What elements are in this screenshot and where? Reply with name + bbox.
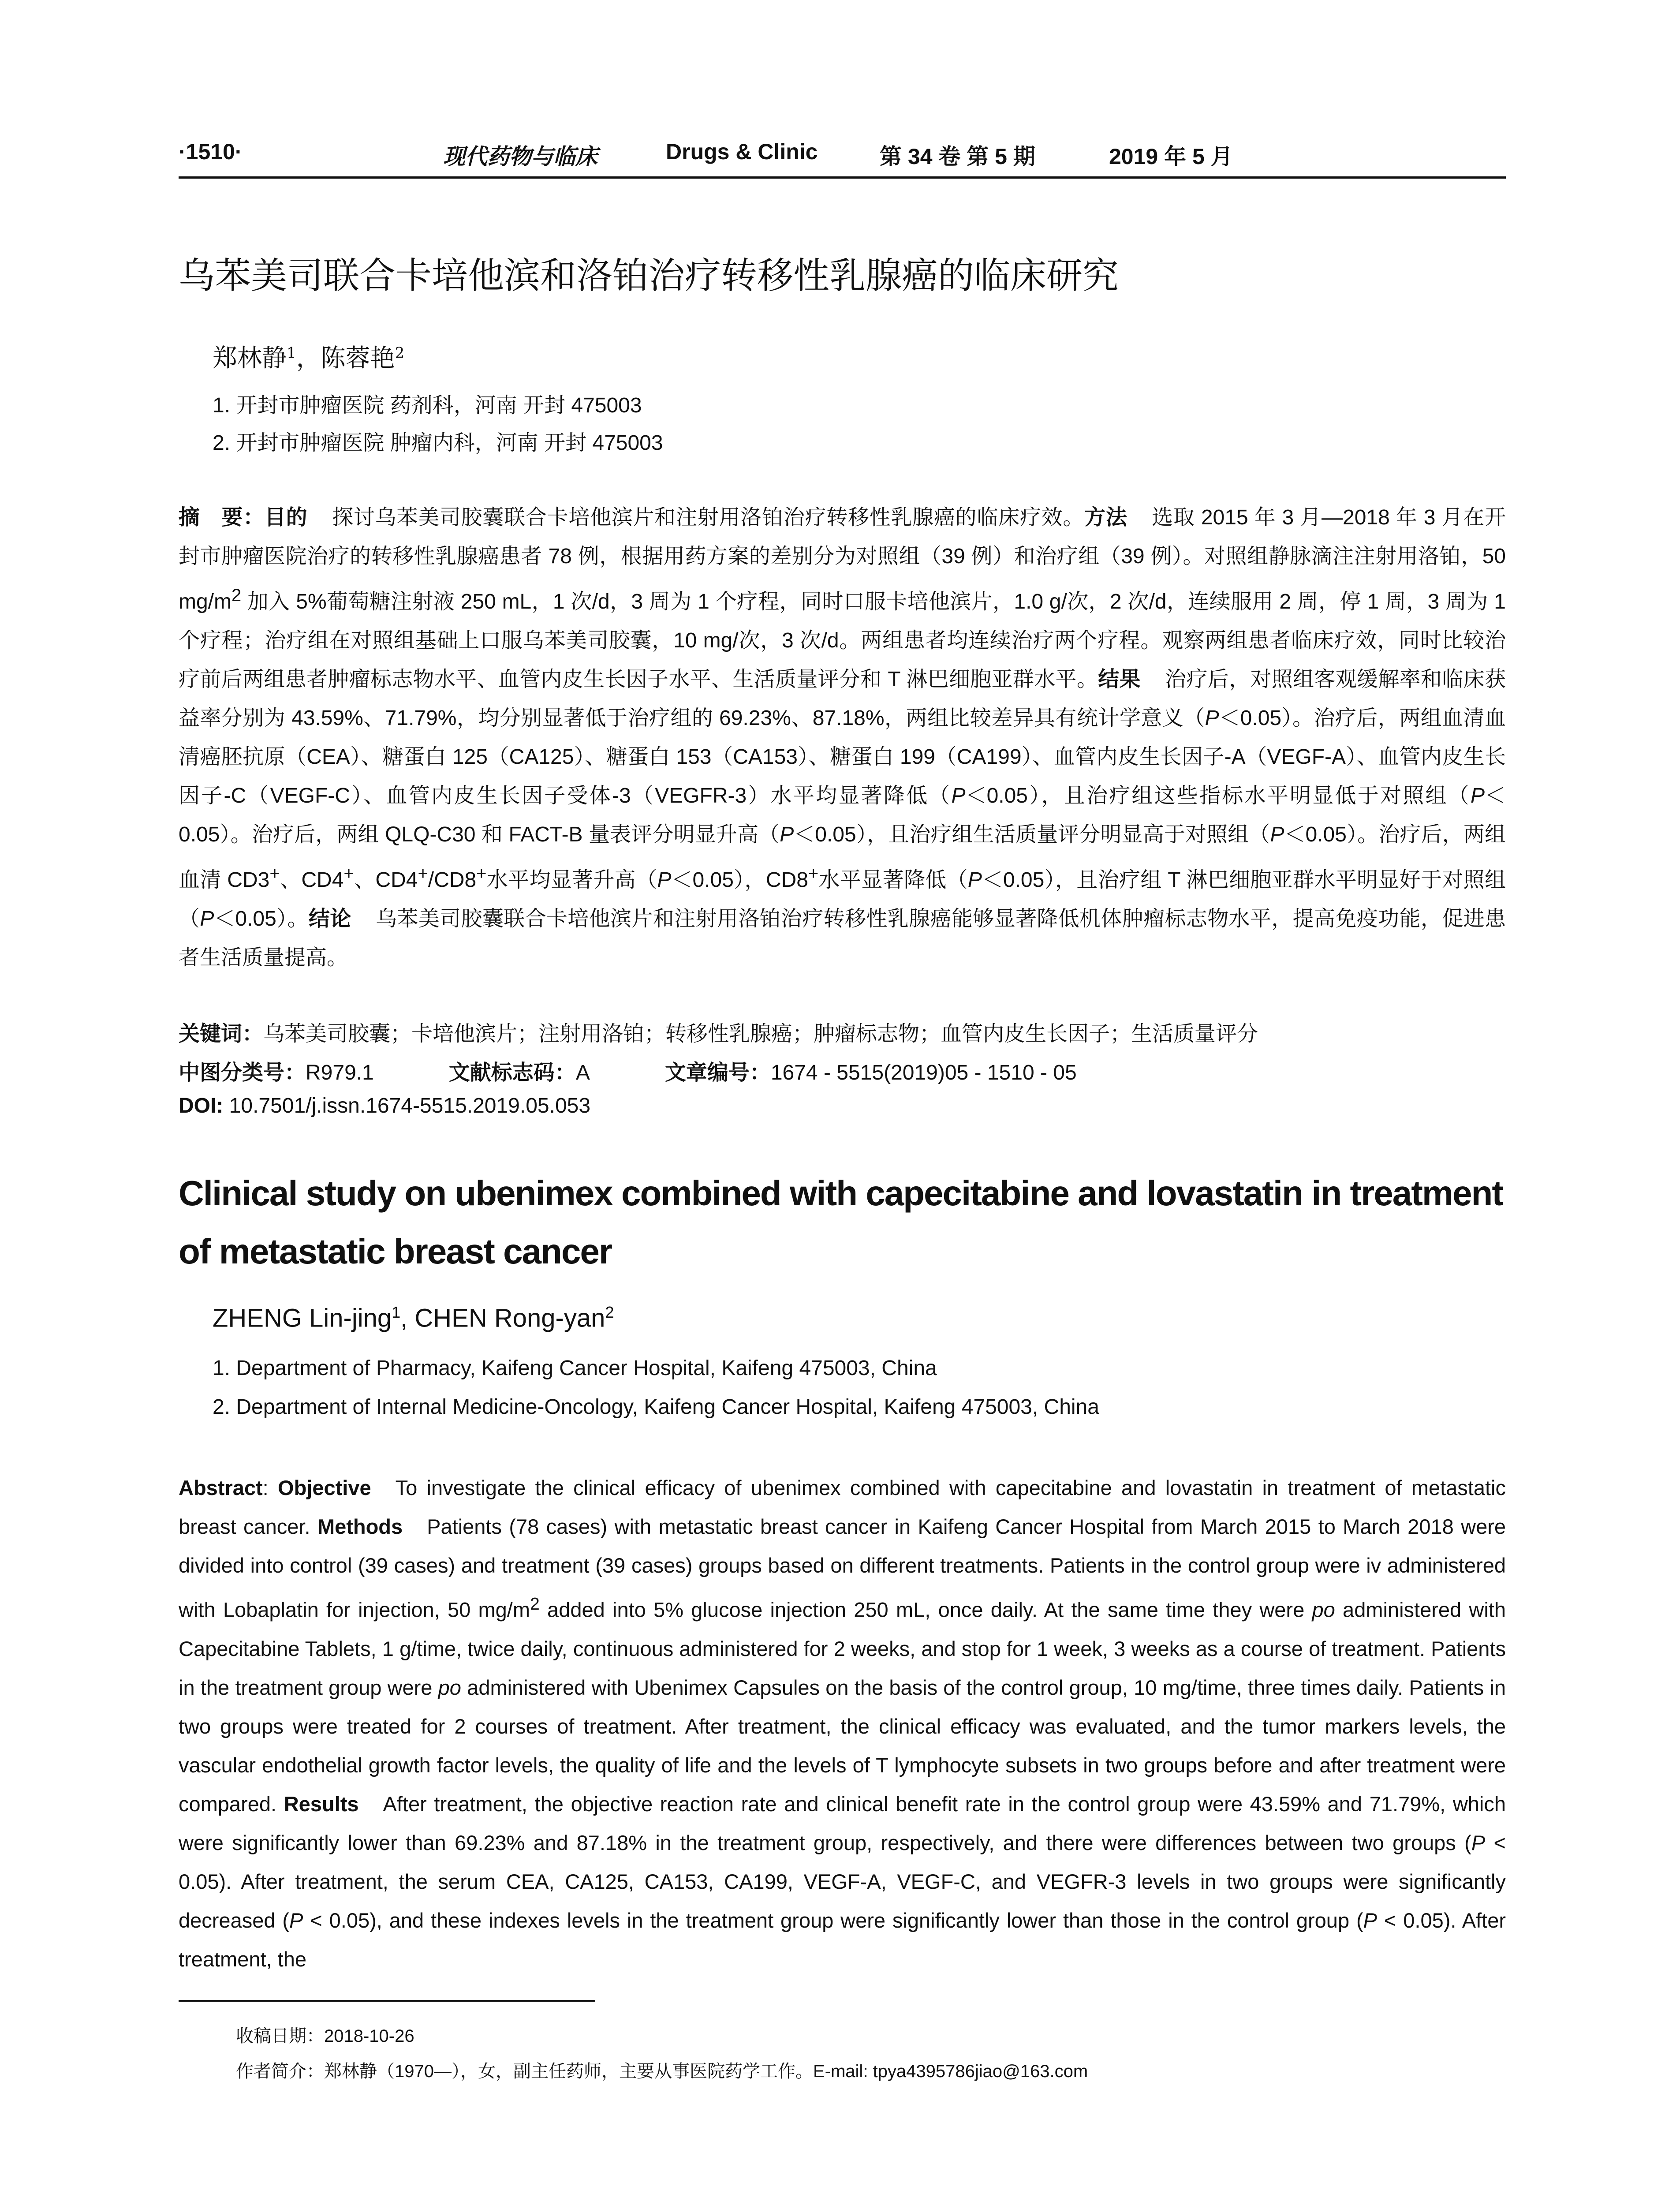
methods-label-cn: 方法	[1084, 506, 1127, 529]
objective-label-en: Objective	[278, 1476, 371, 1499]
abstract-en: Abstract: Objective To investigate the clinical efficacy of ubenimex combined with capecitabine and lovastatin in treatment of metastatic breast cancer. Methods Patients (78 cases) with metastatic breast cancer in Kaifeng Cancer Hospital from March 2015 to March 2018 were divided into control (39 cases) and treatment (39 cases) groups based on different treatments. Patients in the control group were iv administered with Lobaplatin for injection, 50 $mg/m^2$ added into 5% glucose injection 250 mL, once daily. At the same time they were po administered with Capecitabine Tablets, 1 g/time, twice daily, continuous administered for 2 weeks, and stop for 1 week, 3 weeks as a course of treatment. Patients in the treatment group were po administered with Ubenimex Capsules on the basis of the control group, 10 mg/time, three times daily. Patients in two groups were treated for 2 courses of treatment. After treatment, the clinical efficacy was evaluated, and the tumor markers levels, the vascular endothelial growth factor levels, the quality of life and the levels of T lymphocyte subsets in two groups before and after treatment were compared. Results After treatment, the objective reaction rate and clinical benefit rate in the control group were 43.59% and 71.79%, which were significantly lower than 69.23% and 87.18% in the treatment group, respectively, and there were differences between two groups (P < 0.05). After treatment, the serum CEA, CA125, CA153, CA199, VEGF-A, VEGF-C, and VEGFR-3 levels in two groups were significantly decreased (P < 0.05), and these indexes levels in the treatment group were significantly lower than those in the control group (P < 0.05). After treatment, the	[179, 1476, 1506, 1971]
doi-line: DOI: 10.7501/j.issn.1674-5515.2019.05.053	[179, 1094, 591, 1117]
author-2-cn: 陈蓉艳	[321, 344, 395, 373]
doi-value: 10.7501/j.issn.1674-5515.2019.05.053	[229, 1094, 591, 1117]
conclusion-label-cn: 结论	[308, 907, 351, 931]
article-title-cn: 乌苯美司联合卡培他滨和洛铂治疗转移性乳腺癌的临床研究	[179, 256, 1119, 296]
abstract-label-en: Abstract	[179, 1476, 263, 1499]
page-number: ·1510·	[179, 139, 243, 164]
results-label-cn: 结果	[1098, 668, 1141, 691]
abstract-cn: 摘 要：目的 探讨乌苯美司胶囊联合卡培他滨片和注射用洛铂治疗转移性乳腺癌的临床疗效。方法 选取 2015 年 3 月—2018 年 3 月在开封市肿瘤医院治疗的转移性乳腺癌患者 78 例，根据用药方案的差别分为对照组（39 例）和治疗组（39 例）。对照组静脉滴注注射用洛铂，50 $mg/m^2$ 加入 5%葡萄糖注射液 250 mL，1 次/d，3 周为 1 个疗程，同时口服卡培他滨片，1.0 g/次，2 次/d，连续服用 2 周，停 1 周，3 周为 1 个疗程；治疗组在对照组基础上口服乌苯美司胶囊，10 mg/次，3 次/d。两组患者均连续治疗两个疗程。观察两组患者临床疗效，同时比较治疗前后两组患者肿瘤标志物水平、血管内皮生长因子水平、生活质量评分和 T 淋巴细胞亚群水平。结果 治疗后，对照组客观缓解率和临床获益率分别为 43.59%、71.79%，均分别显著低于治疗组的 69.23%、87.18%，两组比较差异具有统计学意义（P＜0.05）。治疗后，两组血清血清癌胚抗原（CEA）、糖蛋白 125（CA125）、糖蛋白 153（CA153）、糖蛋白 199（CA199）、血管内皮生长因子-A（VEGF-A）、血管内皮生长因子-C（VEGF-C）、血管内皮生长因子受体-3（VEGFR-3）水平均显著降低（P＜0.05），且治疗组这些指标水平明显低于对照组（P＜0.05）。治疗后，两组 QLQ-C30 和 FACT-B 量表评分明显升高（P＜0.05），且治疗组生活质量评分明显高于对照组（P＜0.05）。治疗后，两组血清 CD3+、CD4+、CD4+/CD8+水平均显著升高（P＜0.05），CD8+水平显著降低（P＜0.05），且治疗组 T 淋巴细胞亚群水平明显好于对照组（P＜0.05）。结论 乌苯美司胶囊联合卡培他滨片和注射用洛铂治疗转移性乳腺癌能够显著降低机体肿瘤标志物水平，提高免疫功能，促进患者生活质量提高。	[179, 506, 1506, 969]
article-number: 1674 - 5515(2019)05 - 1510 - 05	[770, 1061, 1077, 1084]
keywords-label-cn: 关键词：	[179, 1022, 264, 1046]
author-bio: 作者简介：郑林静（1970—），女，副主任药师，主要从事医院药学工作。E-mail: tpya4395786jiao@163.com	[236, 2062, 1088, 2081]
running-header	[179, 139, 1506, 170]
affiliation-2-en: 2. Department of Internal Medicine-Oncology, Kaifeng Cancer Hospital, Kaifeng 475003, China	[213, 1395, 1099, 1419]
author-2-affiliation-mark: 2	[395, 344, 405, 362]
clc-number: R979.1	[306, 1061, 374, 1084]
author-1-en: ZHENG Lin-jing	[213, 1304, 392, 1333]
received-date: 收稿日期：2018-10-26	[236, 2026, 414, 2046]
volume-issue: 第 34 卷 第 5 期	[880, 144, 1035, 169]
objective-label-cn: 目的	[264, 506, 308, 529]
keywords-cn: 关键词：乌苯美司胶囊；卡培他滨片；注射用洛铂；转移性乳腺癌；肿瘤标志物；血管内皮生长因子；生活质量评分	[179, 1022, 1258, 1046]
journal-name-cn: 现代药物与临床	[443, 143, 597, 169]
objective-text-cn: 探讨乌苯美司胶囊联合卡培他滨片和注射用洛铂治疗转移性乳腺癌的临床疗效。	[332, 506, 1085, 529]
methods-label-en: Methods	[317, 1515, 403, 1538]
authors-en: ZHENG Lin-jing$^1$, CHEN Rong-yan$^2$	[213, 1303, 614, 1333]
author-1-cn: 郑林静	[213, 344, 287, 373]
authors-cn: 郑林静$^1$，陈蓉艳$^2$	[213, 344, 405, 373]
publication-date: 2019 年 5 月	[1109, 144, 1233, 169]
document-code: A	[575, 1061, 590, 1084]
author-1-affiliation-mark: 1	[287, 344, 296, 362]
journal-name-en: Drugs & Clinic	[666, 139, 818, 164]
affiliation-1-cn: 1. 开封市肿瘤医院 药剂科，河南 开封 475003	[213, 394, 642, 417]
classification-line: 中图分类号：R979.1 文献标志码：A 文章编号：1674 - 5515(2019)05 - 1510 - 05	[179, 1061, 1077, 1084]
affiliation-1-en: 1. Department of Pharmacy, Kaifeng Cancer Hospital, Kaifeng 475003, China	[213, 1357, 937, 1380]
author-2-en: CHEN Rong-yan	[414, 1304, 605, 1333]
article-title-en: Clinical study on ubenimex combined with capecitabine and lovastatin in treatment of metastatic breast cancer	[179, 1174, 1503, 1271]
footnote-divider	[179, 2000, 595, 2002]
header-divider	[179, 176, 1506, 179]
abstract-label-cn: 摘 要：	[179, 506, 265, 529]
affiliation-2-cn: 2. 开封市肿瘤医院 肿瘤内科，河南 开封 475003	[213, 431, 663, 455]
results-label-en: Results	[284, 1792, 359, 1816]
